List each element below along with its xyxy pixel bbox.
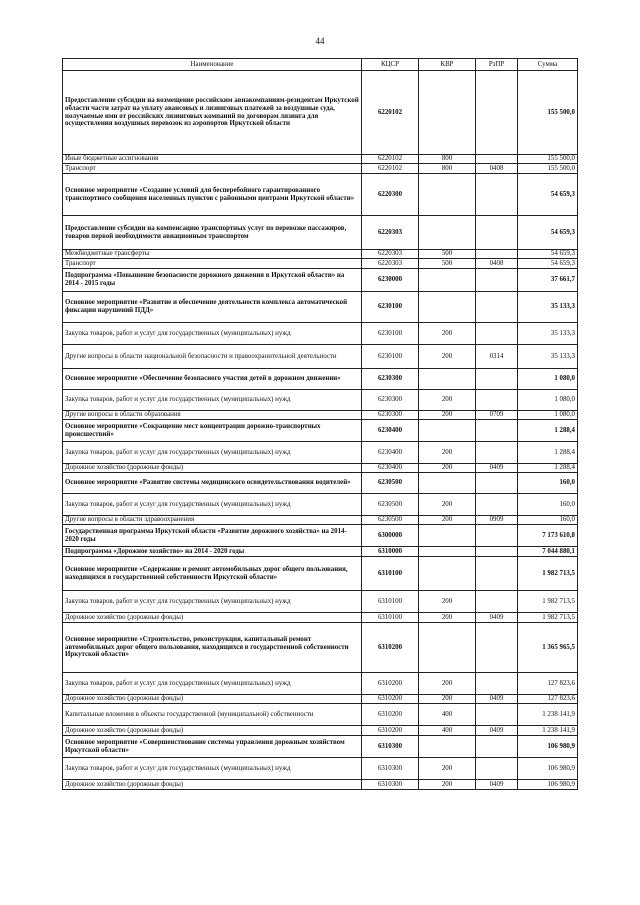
cell-kcsr: 6220303 (362, 250, 419, 259)
cell-name: Дорожное хозяйство (дорожные фонды) (63, 613, 362, 623)
cell-kvr (419, 623, 476, 673)
cell-rzpr (476, 323, 518, 345)
cell-name: Закупка товаров, работ и услуг для государственных (муниципальных) нужд (63, 673, 362, 695)
cell-kcsr: 6220102 (362, 164, 419, 174)
cell-kvr: 200 (419, 780, 476, 790)
cell-kcsr: 6230100 (362, 345, 419, 369)
table-row (63, 269, 578, 292)
cell-rzpr (476, 390, 518, 411)
cell-name: Другие вопросы в области национальной безопасности и правоохранительной деятельности (63, 345, 362, 369)
budget-table (62, 58, 578, 790)
cell-name: Подпрограмма «Повышение безопасности дорожного движения в Иркутской области» на 2014 - 2015 годы (63, 269, 362, 292)
cell-name: Основное мероприятие «Сокращение мест концентрации дорожно-транспортных происшествий» (63, 420, 362, 442)
table-row (63, 369, 578, 390)
cell-rzpr (476, 591, 518, 613)
cell-kvr: 500 (419, 259, 476, 269)
cell-kvr: 800 (419, 164, 476, 174)
cell-kvr (419, 736, 476, 758)
table-body (63, 71, 578, 790)
table-row (63, 695, 578, 704)
cell-kvr: 400 (419, 704, 476, 726)
cell-name: Капитальные вложения в объекты государственной (муниципальной) собственности (63, 704, 362, 726)
cell-sum: 7 044 880,1 (518, 547, 578, 557)
cell-sum: 1 080,0 (518, 390, 578, 411)
cell-rzpr (476, 174, 518, 216)
cell-kcsr: 6230100 (362, 292, 419, 323)
cell-rzpr (476, 623, 518, 673)
cell-name: Подпрограмма «Дорожное хозяйство» на 2014 - 2020 годы (63, 547, 362, 557)
cell-rzpr (476, 704, 518, 726)
table-row (63, 591, 578, 613)
cell-rzpr (476, 473, 518, 494)
cell-name: Другие вопросы в области образования (63, 411, 362, 420)
table-row (63, 216, 578, 250)
cell-sum: 54 659,3 (518, 174, 578, 216)
cell-kvr (419, 292, 476, 323)
cell-sum: 1 288,4 (518, 464, 578, 473)
cell-sum: 7 173 610,8 (518, 525, 578, 547)
cell-sum: 1 982 713,5 (518, 557, 578, 591)
cell-sum: 37 661,7 (518, 269, 578, 292)
cell-name: Основное мероприятие «Развитие системы медицинского освидетельствования водителей» (63, 473, 362, 494)
table-row (63, 673, 578, 695)
cell-kcsr: 6220102 (362, 155, 419, 164)
table-header-row (63, 59, 578, 71)
cell-rzpr (476, 758, 518, 780)
cell-rzpr (476, 71, 518, 155)
cell-kcsr: 6310300 (362, 780, 419, 790)
cell-rzpr: 0408 (476, 259, 518, 269)
cell-name: Другие вопросы в области здравоохранения (63, 516, 362, 525)
cell-rzpr: 0408 (476, 164, 518, 174)
cell-name: Закупка товаров, работ и услуг для государственных (муниципальных) нужд (63, 758, 362, 780)
cell-kvr (419, 71, 476, 155)
cell-sum: 106 980,9 (518, 758, 578, 780)
cell-name: Предоставление субсидии на возмещение российским авиакомпаниям-резидентам Иркутской области части затрат на уплату авансовых и лизинговых платежей за воздушные суда, получаемые ими от российских лизинговых компаний по договорам лизинга для осуществления воздушных перевозок из аэропортов Иркутской области (63, 71, 362, 155)
cell-kcsr: 6230400 (362, 464, 419, 473)
cell-name: Основное мероприятие «Строительство, реконструкция, капитальный ремонт автомобильных дорог общего пользования, находящихся в государственной собственности Иркутской области» (63, 623, 362, 673)
cell-kvr (419, 557, 476, 591)
cell-kvr: 500 (419, 250, 476, 259)
cell-kvr: 200 (419, 323, 476, 345)
header-kvr: КВР (419, 59, 476, 71)
cell-kvr (419, 525, 476, 547)
cell-rzpr (476, 250, 518, 259)
cell-sum: 106 980,9 (518, 736, 578, 758)
cell-kcsr: 6230400 (362, 420, 419, 442)
table-row (63, 250, 578, 259)
cell-sum: 160,0 (518, 494, 578, 516)
table-row (63, 736, 578, 758)
header-name: Наименование (63, 59, 362, 71)
cell-sum: 1 080,0 (518, 411, 578, 420)
cell-kvr (419, 174, 476, 216)
cell-rzpr (476, 420, 518, 442)
cell-name: Предоставление субсидии на компенсацию транспортных услуг по перевозке пассажиров, товаров первой необходимости авиационным транспортом (63, 216, 362, 250)
cell-kcsr: 6310100 (362, 557, 419, 591)
table-row (63, 525, 578, 547)
cell-name: Основное мероприятие «Совершенствование системы управления дорожным хозяйством Иркутской области» (63, 736, 362, 758)
cell-rzpr (476, 673, 518, 695)
table-row (63, 547, 578, 557)
cell-kvr (419, 369, 476, 390)
cell-kcsr: 6230500 (362, 516, 419, 525)
cell-sum: 35 133,3 (518, 323, 578, 345)
cell-kvr (419, 269, 476, 292)
table-row (63, 758, 578, 780)
cell-name: Закупка товаров, работ и услуг для государственных (муниципальных) нужд (63, 591, 362, 613)
table-row (63, 704, 578, 726)
cell-kcsr: 6230100 (362, 323, 419, 345)
cell-sum: 1 238 141,9 (518, 726, 578, 736)
table-row (63, 155, 578, 164)
cell-name: Дорожное хозяйство (дорожные фонды) (63, 695, 362, 704)
cell-rzpr: 0409 (476, 613, 518, 623)
cell-kcsr: 6230500 (362, 473, 419, 494)
cell-rzpr (476, 494, 518, 516)
cell-sum: 1 288,4 (518, 420, 578, 442)
cell-rzpr: 0709 (476, 411, 518, 420)
cell-sum: 155 500,0 (518, 155, 578, 164)
cell-name: Дорожное хозяйство (дорожные фонды) (63, 464, 362, 473)
cell-kvr: 200 (419, 442, 476, 464)
cell-name: Дорожное хозяйство (дорожные фонды) (63, 780, 362, 790)
cell-kcsr: 6310200 (362, 673, 419, 695)
table-row (63, 464, 578, 473)
cell-rzpr (476, 736, 518, 758)
cell-name: Государственная программа Иркутской области «Развитие дорожного хозяйства» на 2014-2020 годы (63, 525, 362, 547)
cell-name: Закупка товаров, работ и услуг для государственных (муниципальных) нужд (63, 442, 362, 464)
cell-kcsr: 6220300 (362, 174, 419, 216)
cell-kvr: 200 (419, 695, 476, 704)
table-row (63, 164, 578, 174)
cell-rzpr: 0409 (476, 695, 518, 704)
cell-sum: 1 982 713,5 (518, 591, 578, 613)
cell-kvr: 200 (419, 464, 476, 473)
cell-kcsr: 6310300 (362, 736, 419, 758)
cell-sum: 54 659,3 (518, 250, 578, 259)
table-row (63, 292, 578, 323)
cell-rzpr (476, 155, 518, 164)
cell-sum: 54 659,3 (518, 259, 578, 269)
cell-kvr (419, 216, 476, 250)
table-row (63, 780, 578, 790)
table-row (63, 494, 578, 516)
cell-sum: 160,0 (518, 473, 578, 494)
cell-kvr: 200 (419, 494, 476, 516)
cell-rzpr (476, 216, 518, 250)
cell-sum: 1 080,0 (518, 369, 578, 390)
cell-kcsr: 6220303 (362, 259, 419, 269)
cell-kcsr: 6310100 (362, 591, 419, 613)
cell-name: Транспорт (63, 259, 362, 269)
table-row (63, 259, 578, 269)
cell-rzpr (476, 269, 518, 292)
table-row (63, 323, 578, 345)
cell-kvr: 200 (419, 673, 476, 695)
cell-kvr (419, 473, 476, 494)
table-row (63, 623, 578, 673)
cell-kcsr: 6310200 (362, 704, 419, 726)
table-row (63, 473, 578, 494)
cell-kcsr: 6230400 (362, 442, 419, 464)
cell-name: Основное мероприятие «Развитие и обеспечение деятельности комплекса автоматической фиксации нарушений ПДД» (63, 292, 362, 323)
cell-rzpr (476, 369, 518, 390)
table-row (63, 174, 578, 216)
table-row (63, 726, 578, 736)
cell-rzpr (476, 292, 518, 323)
cell-kvr: 200 (419, 411, 476, 420)
cell-kcsr: 6230500 (362, 494, 419, 516)
cell-kvr: 200 (419, 390, 476, 411)
table-row (63, 613, 578, 623)
header-kcsr: КЦСР (362, 59, 419, 71)
cell-sum: 1 238 141,9 (518, 704, 578, 726)
cell-rzpr: 0409 (476, 464, 518, 473)
cell-kvr: 200 (419, 613, 476, 623)
cell-name: Иные бюджетные ассигнования (63, 155, 362, 164)
cell-name: Основное мероприятие «Обеспечение безопасного участия детей в дорожном движении» (63, 369, 362, 390)
table-row (63, 442, 578, 464)
cell-sum: 160,0 (518, 516, 578, 525)
cell-rzpr (476, 547, 518, 557)
cell-name: Транспорт (63, 164, 362, 174)
table-row (63, 71, 578, 155)
cell-name: Межбюджетные трансферты (63, 250, 362, 259)
cell-rzpr: 0314 (476, 345, 518, 369)
cell-rzpr (476, 442, 518, 464)
table-row (63, 390, 578, 411)
cell-name: Основное мероприятие «Создание условий для бесперебойного гарантированного транспортного сообщения населенных пунктов с районными центрами Иркутской области» (63, 174, 362, 216)
cell-kcsr: 6230300 (362, 369, 419, 390)
cell-rzpr: 0909 (476, 516, 518, 525)
cell-kcsr: 6230300 (362, 411, 419, 420)
cell-kvr: 200 (419, 758, 476, 780)
cell-kvr: 200 (419, 516, 476, 525)
cell-rzpr: 0409 (476, 726, 518, 736)
cell-sum: 127 823,6 (518, 695, 578, 704)
cell-kcsr: 6310100 (362, 613, 419, 623)
table-row (63, 516, 578, 525)
cell-kvr (419, 547, 476, 557)
cell-sum: 35 133,3 (518, 292, 578, 323)
page-number: 44 (315, 36, 325, 46)
cell-kvr: 800 (419, 155, 476, 164)
cell-kvr (419, 420, 476, 442)
cell-sum: 35 133,3 (518, 345, 578, 369)
cell-kcsr: 6300000 (362, 525, 419, 547)
cell-kcsr: 6310000 (362, 547, 419, 557)
cell-sum: 106 980,9 (518, 780, 578, 790)
cell-kvr: 400 (419, 726, 476, 736)
cell-kcsr: 6220102 (362, 71, 419, 155)
cell-sum: 1 982 713,5 (518, 613, 578, 623)
cell-kvr: 200 (419, 591, 476, 613)
cell-sum: 1 288,4 (518, 442, 578, 464)
cell-sum: 155 500,0 (518, 164, 578, 174)
cell-kcsr: 6230300 (362, 390, 419, 411)
table-row (63, 420, 578, 442)
cell-sum: 127 823,6 (518, 673, 578, 695)
cell-sum: 155 500,0 (518, 71, 578, 155)
table-row (63, 345, 578, 369)
cell-name: Основное мероприятие «Содержание и ремонт автомобильных дорог общего пользования, находящихся в государственной собственности Иркутской области» (63, 557, 362, 591)
cell-rzpr (476, 525, 518, 547)
cell-sum: 54 659,3 (518, 216, 578, 250)
cell-kvr: 200 (419, 345, 476, 369)
cell-name: Закупка товаров, работ и услуг для государственных (муниципальных) нужд (63, 494, 362, 516)
cell-sum: 1 365 965,5 (518, 623, 578, 673)
cell-kcsr: 6310200 (362, 695, 419, 704)
cell-kcsr: 6310300 (362, 758, 419, 780)
header-sum: Сумма (518, 59, 578, 71)
cell-rzpr (476, 557, 518, 591)
cell-kcsr: 6230000 (362, 269, 419, 292)
cell-kcsr: 6310200 (362, 623, 419, 673)
header-rzpr: РзПР (476, 59, 518, 71)
cell-rzpr: 0409 (476, 780, 518, 790)
cell-name: Дорожное хозяйство (дорожные фонды) (63, 726, 362, 736)
table-row (63, 557, 578, 591)
cell-kcsr: 6310200 (362, 726, 419, 736)
cell-name: Закупка товаров, работ и услуг для государственных (муниципальных) нужд (63, 390, 362, 411)
table-row (63, 411, 578, 420)
cell-name: Закупка товаров, работ и услуг для государственных (муниципальных) нужд (63, 323, 362, 345)
cell-kcsr: 6220303 (362, 216, 419, 250)
